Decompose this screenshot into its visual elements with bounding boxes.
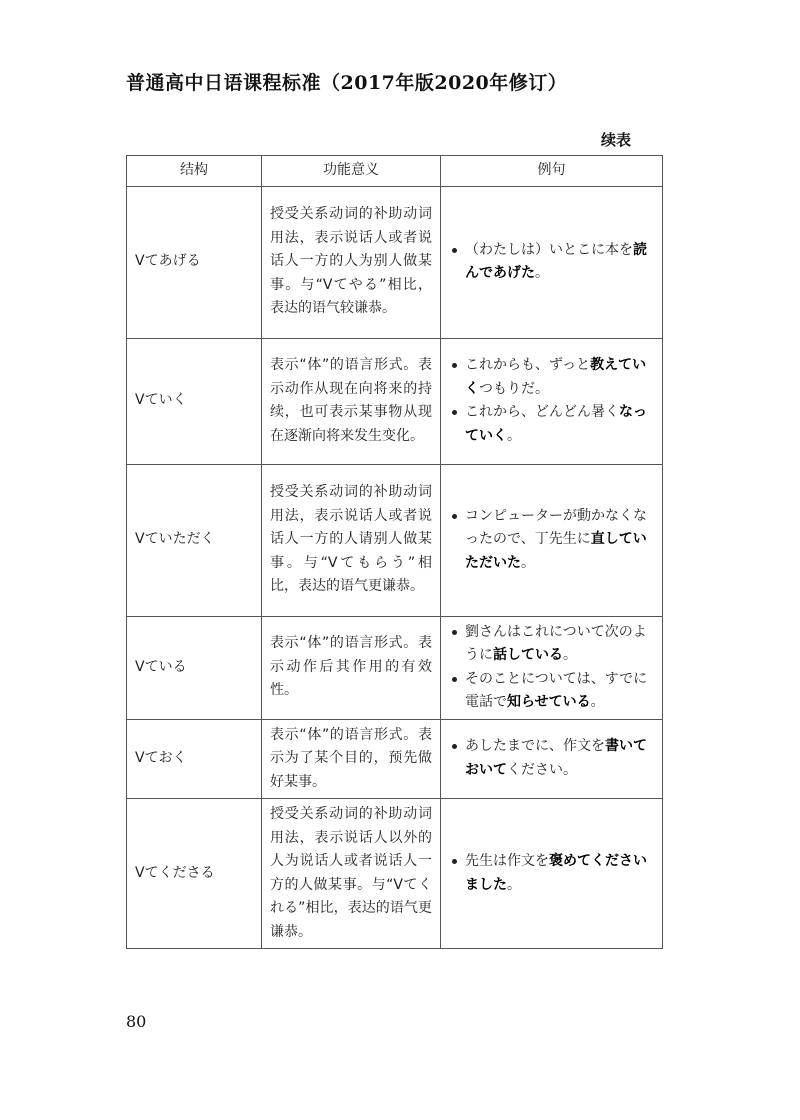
example-target-form: 教えていく	[465, 357, 647, 397]
table-row	[127, 799, 663, 949]
example-sentence	[449, 850, 654, 897]
example-text: 。	[507, 427, 521, 444]
example-text: そのことについては、すでに電話で	[465, 670, 648, 710]
meaning-cell: 表示“体”的语言形式。表示动作从现在向将来的持续，也可表示某事物从现在逐渐向将来发生变化。	[262, 338, 441, 464]
meaning-cell: 授受关系动词的补助动词用法，表示说话人或者说话人一方的人为别人做某事。与“Vてやる”相比，表达的语气较谦恭。	[262, 186, 441, 338]
examples-cell	[441, 186, 663, 338]
example-sentence	[449, 505, 654, 576]
example-sentence	[449, 735, 654, 782]
page-header-title: 普通高中日语课程标准（2017年版2020年修订）	[126, 72, 568, 94]
example-target-form: 直していただいた	[465, 531, 647, 571]
examples-cell	[441, 616, 663, 719]
structure-cell: Vてくださる	[127, 799, 262, 949]
grammar-table	[126, 155, 663, 949]
table-row	[127, 464, 663, 616]
example-text: ください。	[507, 761, 577, 778]
example-text: コンピューターが動かなくなったので、丁先生に	[465, 507, 647, 548]
column-header-examples: 例句	[441, 156, 663, 187]
structure-cell: Vている	[127, 616, 262, 719]
example-text: 。	[507, 876, 521, 893]
example-text: 。	[563, 647, 577, 663]
table-row	[127, 616, 663, 719]
meaning-cell: 授受关系动词的补助动词用法，表示说话人或者说话人一方的人请别人做某事。与“Vてもらう”相比，表达的语气更谦恭。	[262, 464, 441, 616]
table-row	[127, 719, 663, 799]
table-row	[127, 338, 663, 464]
meaning-cell: 表示“体”的语言形式。表示动作后其作用的有效性。	[262, 616, 441, 719]
example-sentence	[449, 668, 654, 715]
column-header-structure: 结构	[127, 156, 262, 187]
examples-cell	[441, 464, 663, 616]
structure-cell: Vていただく	[127, 464, 262, 616]
column-header-meaning: 功能意义	[262, 156, 441, 187]
example-text: （わたしは）いとこに本を	[465, 241, 633, 258]
example-target-form: 書いておいて	[465, 738, 647, 778]
structure-cell: Vておく	[127, 719, 262, 799]
example-sentence	[449, 621, 654, 668]
example-text: 。	[590, 694, 605, 710]
table-row	[127, 186, 663, 338]
example-text: 。	[521, 554, 535, 571]
example-target-form: 読んであげた	[465, 241, 647, 281]
example-target-form: 褒めてくださいました	[465, 853, 647, 893]
example-sentence	[449, 239, 654, 286]
example-text: 。	[535, 265, 549, 281]
continued-table-label: 续表	[601, 131, 632, 149]
example-target-form: 知らせている	[507, 694, 591, 710]
example-sentence	[449, 401, 654, 448]
example-text: これから、どんどん暑く	[465, 404, 619, 420]
example-text: つもりだ。	[479, 380, 549, 397]
example-text: 先生は作文を	[465, 853, 549, 869]
structure-cell: Vていく	[127, 338, 262, 464]
structure-cell: Vてあげる	[127, 186, 262, 338]
page-number: 80	[126, 1012, 147, 1031]
table-header-row	[127, 156, 663, 187]
meaning-cell: 授受关系动词的补助动词用法，表示说话人以外的人为说话人或者说话人一方的人做某事。与“Vてくれる”相比，表达的语气更谦恭。	[262, 799, 441, 949]
examples-cell	[441, 799, 663, 949]
examples-cell	[441, 719, 663, 799]
example-text: 劉さんはこれについて次のように	[465, 623, 647, 663]
example-text: これからも、ずっと	[465, 357, 591, 373]
example-text: あしたまでに、作文を	[465, 738, 605, 755]
meaning-cell: 表示“体”的语言形式。表示为了某个目的，预先做好某事。	[262, 719, 441, 799]
example-target-form: 話している	[493, 647, 563, 663]
example-target-form: なっていく	[465, 404, 647, 444]
examples-cell	[441, 338, 663, 464]
example-sentence	[449, 354, 654, 401]
